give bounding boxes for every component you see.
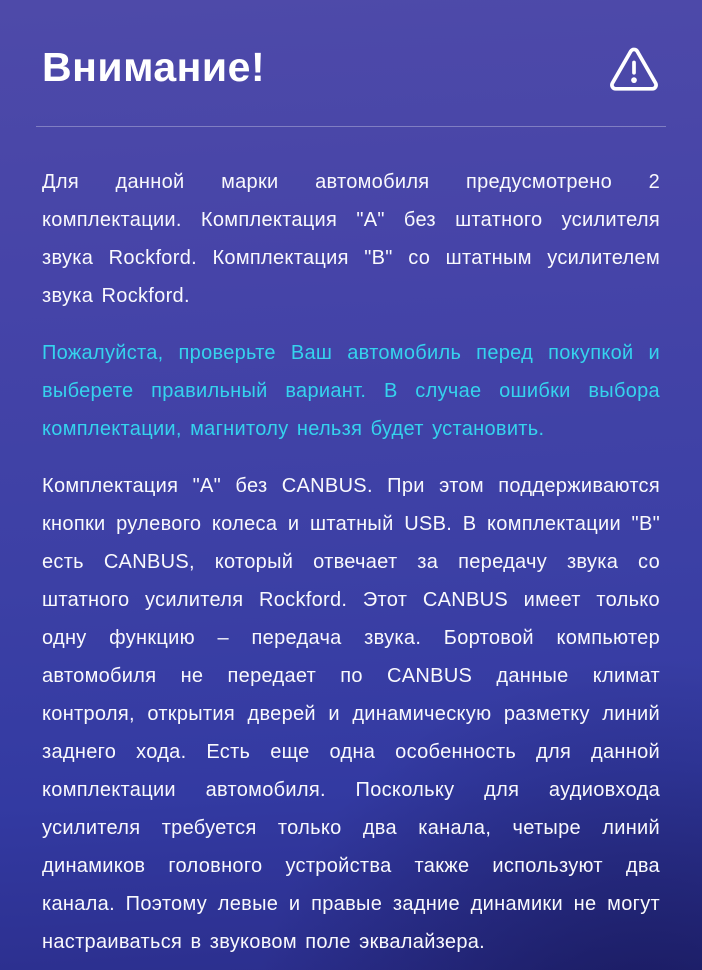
page-title: Внимание!: [42, 43, 266, 90]
paragraph-check-warning: Пожалуйста, проверьте Ваш автомобиль перед покупкой и выберете правильный вариант. В случае ошибки выбора комплектации, магнитолу нельзя будет установить.: [42, 342, 660, 440]
notice-body: [0, 127, 702, 961]
paragraph-trim-options: Для данной марки автомобиля предусмотрено 2 комплектации. Комплектация "А" без штатного усилителя звука Rockford. Комплектация "В" со штатным усилителем звука Rockford.: [42, 171, 660, 307]
warning-triangle-icon: [608, 46, 660, 93]
paragraph-canbus-details: Комплектация "А" без CANBUS. При этом поддерживаются кнопки рулевого колеса и штатный USB. В комплектации "В" есть CANBUS, который отвечает за передачу звука со штатного усилителя Rockford. Этот CANBUS имеет только одну функцию – передача звука. Бортовой компьютер автомобиля не передает по CANBUS данные климат контроля, открытия дверей и динамическую разметку линий заднего хода. Есть еще одна особенность для данной комплектации автомобиля. Поскольку для аудиовхода усилителя требуется только два канала, четыре линий динамиков головного устройства также используют два канала. Поэтому левые и правые задние динамики не могут настраиваться в звуковом поле эквалайзера.: [42, 475, 660, 953]
header: [0, 0, 702, 93]
